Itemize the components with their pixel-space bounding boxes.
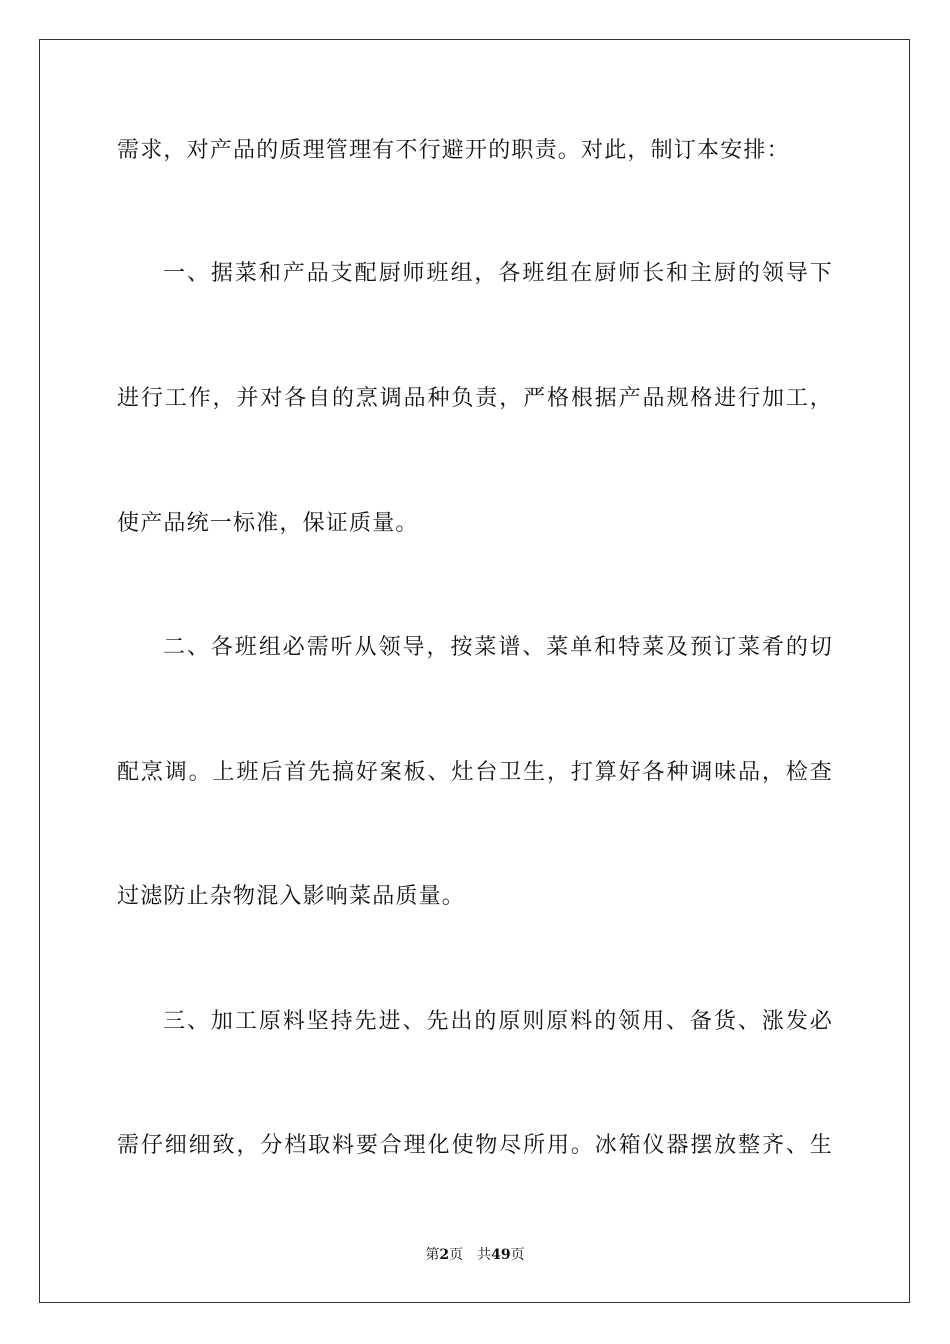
page-footer bbox=[0, 1246, 950, 1264]
paragraph-1-line-2: 进行工作，并对各自的烹调品种负责，严格根据产品规格进行加工， bbox=[117, 386, 833, 411]
paragraph-3-line-1: 三、加工原料坚持先进、先出的原则原料的领用、备货、涨发必 bbox=[163, 1009, 833, 1034]
paragraph-2-line-3: 过滤防止杂物混入影响菜品质量。 bbox=[117, 884, 466, 909]
total-prefix: 共 bbox=[477, 1247, 492, 1263]
paragraph-1-line-3: 使产品统一标准，保证质量。 bbox=[117, 511, 419, 536]
total-pages-number: 49 bbox=[491, 1247, 511, 1263]
page-prefix: 第 bbox=[425, 1247, 440, 1263]
body-text-line: 需求，对产品的质理管理有不行避开的职责。对此，制订本安排： bbox=[117, 138, 790, 163]
paragraph-1-line-1: 一、据菜和产品支配厨师班组，各班组在厨师长和主厨的领导下 bbox=[163, 261, 833, 286]
paragraph-2-line-1: 二、各班组必需听从领导，按菜谱、菜单和特菜及预订菜肴的切 bbox=[163, 635, 833, 660]
page-border bbox=[39, 39, 910, 1303]
current-page-number: 2 bbox=[439, 1247, 450, 1263]
paragraph-2-line-2: 配烹调。上班后首先搞好案板、灶台卫生，打算好各种调味品，检查 bbox=[117, 760, 833, 785]
page-suffix: 页 bbox=[449, 1247, 464, 1263]
paragraph-3-line-2: 需仔细细致，分档取料要合理化使物尽所用。冰箱仪器摆放整齐、生 bbox=[117, 1133, 833, 1158]
total-suffix: 页 bbox=[510, 1247, 525, 1263]
